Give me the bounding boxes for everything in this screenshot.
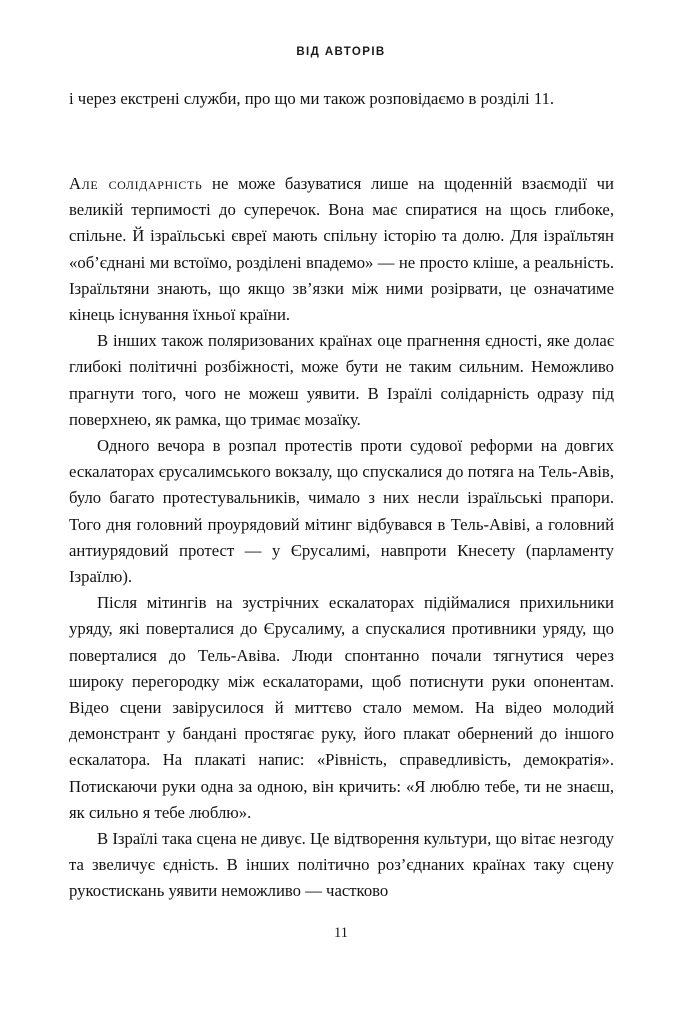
paragraph-block-main bbox=[69, 171, 614, 905]
paragraph-after-rallies: Після мітингів на зустрічних ескалаторах підіймалися прихильники уряду, які поверталися до Єрусалиму, а спускалися противники уряду, що поверталися до Тель-Авіва. Люди спонтанно почали тягнутися через широку перегородку між ескалаторами, щоб потиснути руки опонентам. Відео сцени завірусилося й миттєво стало мемом. На відео молодий демонстрант у бандані простягає руку, його плакат обернений до іншого ескалатора. На плакаті напис: «Рівність, справедливість, демократія». Потискаючи руки одна за одною, він кричить: «Я люблю тебе, ти не знаєш, як сильно я тебе люблю». bbox=[69, 593, 614, 822]
paragraph-solidarity-body: не може базуватися лише на щоденній взаємодії чи великій терпимості до суперечок. Вона має спиратися на щось глибоке, спільне. Й ізраїльські євреї мають спільну історію та долю. Для ізраїльтян «об’єднані ми встоїмо, розділені впадемо» — не просто кліше, а реальність. Ізраїльтяни знають, що якщо зв’язки між ними розірвати, це означатиме кінець існування їхньої країни. bbox=[69, 174, 614, 325]
running-head: ВІД АВТОРІВ bbox=[296, 46, 386, 58]
paragraph-carryover: і через екстрені служби, про що ми також розповідаємо в розділі 11. bbox=[69, 89, 555, 108]
page-number: 11 bbox=[334, 925, 348, 941]
paragraph-solidarity-lead bbox=[69, 171, 614, 328]
paragraph-escalators-story: Одного вечора в розпал протестів проти судової реформи на довгих ескалаторах єрусалимського вокзалу, що спускалися до потяга на Тель-Авів, було багато протестувальників, чимало з них несли ізраїльські прапори. Того дня головний проурядовий мітинг відбувався в Тель-Авіві, а головний антиурядовий протест — у Єрусалимі, навпроти Кнесету (парламенту Ізраїлю). bbox=[69, 436, 614, 587]
paragraph-other-countries: В інших також поляризованих країнах оце прагнення єдності, яке долає глибокі політичні розбіжності, може бути не таким сильним. Неможливо прагнути того, чого не можеш уявити. В Ізраїлі солідарність одразу під поверхнею, як рамка, що тримає мозаїку. bbox=[69, 331, 614, 429]
lead-smallcaps: Але солідарність bbox=[69, 174, 203, 193]
paragraph-block-top bbox=[69, 86, 614, 112]
paragraph-closing: В Ізраїлі така сцена не дивує. Це відтворення культури, що вітає незгоду та звеличує єдність. В інших політично роз’єднаних країнах таку сцену рукостискань уявити неможливо — частково bbox=[69, 829, 614, 901]
